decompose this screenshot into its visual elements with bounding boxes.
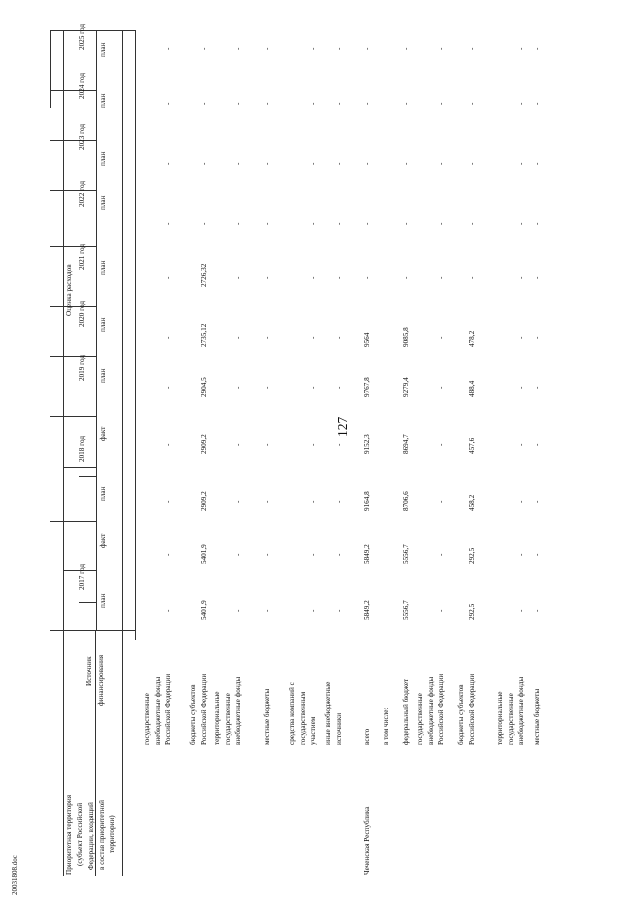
row-divider	[79, 602, 96, 603]
year-header: 2019 год	[78, 355, 86, 381]
value-cell: 5556,7	[402, 600, 410, 620]
value-cell: -	[164, 47, 172, 50]
value-cell: -	[263, 162, 271, 165]
source-label: бюджеты субъектов	[189, 684, 197, 745]
value-cell: -	[363, 276, 371, 279]
value-cell: 5849,2	[363, 544, 371, 564]
row-divider	[50, 140, 96, 141]
subheader-plan-fact: план	[99, 593, 107, 608]
year-header: 2020 год	[78, 301, 86, 327]
value-cell: -	[517, 336, 525, 339]
source-label: Российской Федерации	[467, 673, 476, 745]
value-cell: -	[234, 609, 242, 612]
value-cell: -	[263, 500, 271, 503]
value-cell: -	[263, 386, 271, 389]
value-cell: -	[467, 47, 476, 50]
row-divider	[50, 30, 136, 31]
value-cell: 5401,9	[199, 600, 208, 620]
table-border-left	[63, 30, 64, 876]
value-cell: -	[263, 336, 271, 339]
value-cell: 8694,7	[402, 434, 410, 454]
value-cell: -	[263, 276, 271, 279]
value-cell: -	[263, 609, 271, 612]
value-cell: -	[533, 162, 541, 165]
subheader-plan-fact: план	[99, 195, 107, 210]
source-label: внебюджетные фонды	[426, 676, 435, 745]
value-cell: -	[533, 609, 541, 612]
document-footer: 20031808.doc	[11, 855, 19, 895]
header-divider	[50, 30, 51, 108]
value-cell: -	[517, 102, 525, 105]
source-label: государственные	[506, 693, 515, 745]
value-cell: -	[164, 102, 172, 105]
value-cell: -	[533, 500, 541, 503]
value-cell: -	[164, 500, 172, 503]
estimate-header: Оценка расходов	[65, 264, 73, 316]
source-label: местные бюджеты	[263, 688, 271, 745]
value-cell: -	[309, 336, 317, 339]
source-label: внебюджетные фонды	[153, 676, 162, 745]
source-header: Источник	[85, 656, 93, 686]
row-divider	[50, 90, 96, 91]
value-cell: -	[437, 276, 445, 279]
value-cell: -	[533, 276, 541, 279]
value-cell: -	[309, 102, 317, 105]
source-label: Российской Федерации	[437, 673, 445, 745]
value-cell: -	[533, 102, 541, 105]
value-cell: 2735,12	[199, 323, 208, 347]
header-divider	[96, 30, 97, 630]
value-cell: -	[363, 47, 371, 50]
row-divider	[50, 190, 96, 191]
value-cell: -	[309, 443, 317, 446]
source-header: финансирования	[97, 654, 105, 706]
value-cell: -	[533, 222, 541, 225]
value-cell: -	[199, 162, 208, 165]
year-header: 2023 год	[78, 124, 86, 150]
row-divider	[79, 476, 96, 477]
subheader-plan-fact: план	[99, 42, 107, 57]
value-cell: -	[199, 47, 208, 50]
value-cell: -	[164, 222, 172, 225]
subheader-plan-fact: план	[99, 151, 107, 166]
value-cell: 9767,8	[363, 377, 371, 397]
value-cell: 9564	[363, 332, 371, 347]
value-cell: -	[164, 443, 172, 446]
subheader-plan-fact: план	[99, 260, 107, 275]
value-cell: -	[309, 609, 317, 612]
value-cell: -	[164, 609, 172, 612]
value-cell: 457,6	[467, 437, 476, 454]
value-cell: 9152,3	[363, 434, 371, 454]
value-cell: -	[517, 47, 525, 50]
source-label: территориальные	[496, 691, 504, 745]
value-cell: 2904,5	[199, 377, 208, 397]
value-cell: -	[437, 47, 445, 50]
territory-header: в состав приоритетной	[98, 799, 106, 870]
source-label: Российской Федерации	[164, 673, 172, 745]
source-label: государственные	[223, 693, 232, 745]
subheader-plan-fact: план	[99, 317, 107, 332]
value-cell: -	[334, 553, 343, 556]
value-cell: 2909,2	[199, 491, 208, 511]
subheader-plan-fact: план	[99, 486, 107, 501]
source-label: бюджеты субъектов	[457, 684, 465, 745]
value-cell: 2909,2	[199, 434, 208, 454]
value-cell: 9085,8	[402, 327, 410, 347]
subheader-plan-fact: факт	[99, 426, 107, 441]
value-cell: -	[234, 386, 242, 389]
value-cell: 5401,9	[199, 544, 208, 564]
value-cell: -	[437, 162, 445, 165]
value-cell: -	[234, 222, 242, 225]
source-label: внебюджетные фонды	[234, 676, 242, 745]
year-header: 2017 год	[78, 564, 86, 590]
value-cell: -	[437, 386, 445, 389]
value-cell: -	[164, 336, 172, 339]
value-cell: -	[334, 336, 343, 339]
value-cell: -	[363, 162, 371, 165]
row-divider	[63, 467, 96, 468]
value-cell: -	[517, 443, 525, 446]
source-label: всего	[363, 728, 371, 745]
subheader-plan-fact: факт	[99, 533, 107, 548]
value-cell: -	[533, 443, 541, 446]
value-cell: -	[517, 276, 525, 279]
table-col-divider	[135, 30, 136, 640]
value-cell: -	[467, 222, 476, 225]
source-label: федеральный бюджет	[402, 678, 410, 745]
year-header: 2024 год	[78, 73, 86, 99]
value-cell: 9279,4	[402, 377, 410, 397]
value-cell: -	[467, 276, 476, 279]
value-cell: -	[234, 47, 242, 50]
value-cell: 292,5	[467, 603, 476, 620]
value-cell: -	[517, 222, 525, 225]
territory-header: территории)	[108, 815, 116, 853]
page-number: 127	[335, 416, 350, 437]
row-divider	[50, 521, 96, 522]
value-cell: -	[309, 222, 317, 225]
value-cell: -	[164, 276, 172, 279]
value-cell: -	[402, 276, 410, 279]
year-header: 2018 год	[78, 436, 86, 462]
value-cell: -	[309, 276, 317, 279]
value-cell: -	[164, 386, 172, 389]
value-cell: -	[334, 162, 343, 165]
source-label: средства компаний с	[288, 682, 296, 745]
value-cell: -	[234, 162, 242, 165]
year-header: 2025 год	[78, 24, 86, 50]
source-label: источники	[334, 712, 343, 745]
value-cell: -	[467, 102, 476, 105]
value-cell: -	[402, 222, 410, 225]
value-cell: -	[334, 276, 343, 279]
value-cell: -	[334, 500, 343, 503]
value-cell: -	[517, 553, 525, 556]
value-cell: -	[234, 336, 242, 339]
value-cell: -	[199, 102, 208, 105]
source-label: государственным	[298, 691, 307, 745]
source-label: государственные	[143, 693, 151, 745]
value-cell: -	[334, 47, 343, 50]
territory-header: (субъект Российской	[76, 802, 84, 866]
value-cell: 5849,2	[363, 600, 371, 620]
value-cell: 478,2	[467, 330, 476, 347]
year-header: 2021 год	[78, 244, 86, 270]
value-cell: -	[533, 386, 541, 389]
source-label: Российской Федерации	[199, 673, 208, 745]
source-label: участием	[309, 716, 317, 745]
row-divider	[50, 246, 96, 247]
subheader-plan-fact: план	[99, 93, 107, 108]
value-cell: -	[437, 553, 445, 556]
value-cell: -	[533, 553, 541, 556]
source-label: иные внебюджетные	[324, 681, 332, 745]
value-cell: -	[437, 222, 445, 225]
subheader-plan-fact: план	[99, 368, 107, 383]
value-cell: -	[263, 553, 271, 556]
value-cell: -	[263, 102, 271, 105]
year-header: 2022 год	[78, 181, 86, 207]
value-cell: -	[533, 336, 541, 339]
value-cell: -	[234, 102, 242, 105]
value-cell: -	[234, 443, 242, 446]
row-divider	[50, 356, 96, 357]
value-cell: -	[164, 162, 172, 165]
value-cell: -	[517, 162, 525, 165]
value-cell: -	[334, 102, 343, 105]
source-label: внебюджетные фонды	[517, 676, 525, 745]
value-cell: 292,5	[467, 547, 476, 564]
value-cell: -	[234, 553, 242, 556]
value-cell: -	[437, 609, 445, 612]
value-cell: -	[334, 443, 343, 446]
value-cell: -	[437, 443, 445, 446]
value-cell: -	[334, 222, 343, 225]
value-cell: -	[517, 386, 525, 389]
value-cell: -	[309, 47, 317, 50]
row-divider	[50, 416, 96, 417]
value-cell: -	[402, 162, 410, 165]
value-cell: -	[402, 47, 410, 50]
value-cell: -	[164, 553, 172, 556]
territory-header: Приоритетная территория	[65, 794, 73, 875]
table-col-divider	[122, 30, 123, 876]
value-cell: -	[234, 500, 242, 503]
value-cell: -	[533, 47, 541, 50]
value-cell: -	[334, 609, 343, 612]
territory-header: Федерации, входящий	[87, 802, 95, 870]
value-cell: -	[263, 222, 271, 225]
value-cell: -	[263, 443, 271, 446]
source-label: государственные	[416, 693, 424, 745]
value-cell: -	[437, 336, 445, 339]
territory-name: Чеченская Республика	[363, 806, 371, 875]
value-cell: -	[263, 47, 271, 50]
value-cell: -	[517, 500, 525, 503]
source-label: в том числе:	[382, 707, 390, 745]
value-cell: -	[437, 102, 445, 105]
source-label: местные бюджеты	[533, 688, 541, 745]
value-cell: 458,2	[467, 494, 476, 511]
value-cell: -	[363, 102, 371, 105]
value-cell: 8706,6	[402, 491, 410, 511]
value-cell: -	[309, 500, 317, 503]
value-cell: 5556,7	[402, 544, 410, 564]
value-cell: -	[199, 222, 208, 225]
value-cell: 488,4	[467, 380, 476, 397]
value-cell: 9164,8	[363, 491, 371, 511]
source-label: территориальные	[213, 691, 221, 745]
value-cell: -	[517, 609, 525, 612]
value-cell: -	[234, 276, 242, 279]
value-cell: -	[467, 162, 476, 165]
value-cell: -	[309, 162, 317, 165]
value-cell: -	[402, 102, 410, 105]
row-divider	[50, 630, 136, 631]
value-cell: -	[437, 500, 445, 503]
value-cell: 2726,32	[199, 263, 208, 287]
value-cell: -	[334, 386, 343, 389]
value-cell: -	[309, 386, 317, 389]
value-cell: -	[363, 222, 371, 225]
value-cell: -	[309, 553, 317, 556]
